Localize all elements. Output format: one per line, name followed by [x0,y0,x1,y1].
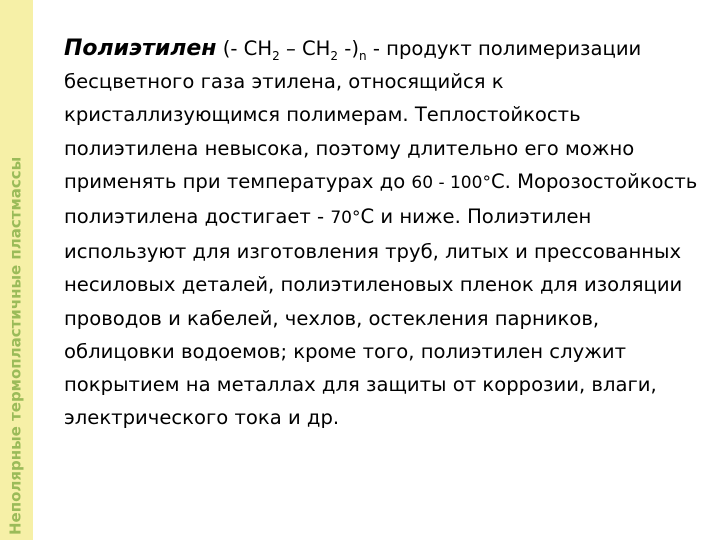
term-title: Полиэтилен [64,36,217,61]
text-part-1: - продукт полимеризации бесцветного газа этилена, относящийся к кристаллизующимся полимерам. Теплостойкость полиэтилена невысока, поэтому длительно его можно применять при температурах до [64,37,642,193]
section-label: Неполярные термопластичные пластмассы [6,156,25,535]
formula-close: -) [338,37,359,60]
formula-dash: – CH [279,37,331,60]
text-part-2: С. Морозостойкость полиэтилена достигает - [64,169,698,229]
text-part-3: С и ниже. Полиэтилен используют для изготовления труб, литых и прессованных несиловых деталей, полиэтиленовых пленок для изоляции проводов и кабелей, чехлов, остекления парников, облицовки водоемов; кроме того, полиэтилен служит покрытием на металлах для защиты от коррозии, влаги, электрического тока и др. [64,205,683,430]
formula-sub-n: n [359,48,367,63]
formula-open: (- CH [222,37,273,60]
polyethylene-description [64,32,714,434]
description-paragraph [64,32,714,434]
formula-sub-2: 2 [330,48,339,63]
chemical-formula [222,37,367,63]
frost-temperature: 70° [330,208,361,229]
formula-sub-1: 2 [272,48,280,63]
temperature-range: 60 - 100° [411,172,491,193]
